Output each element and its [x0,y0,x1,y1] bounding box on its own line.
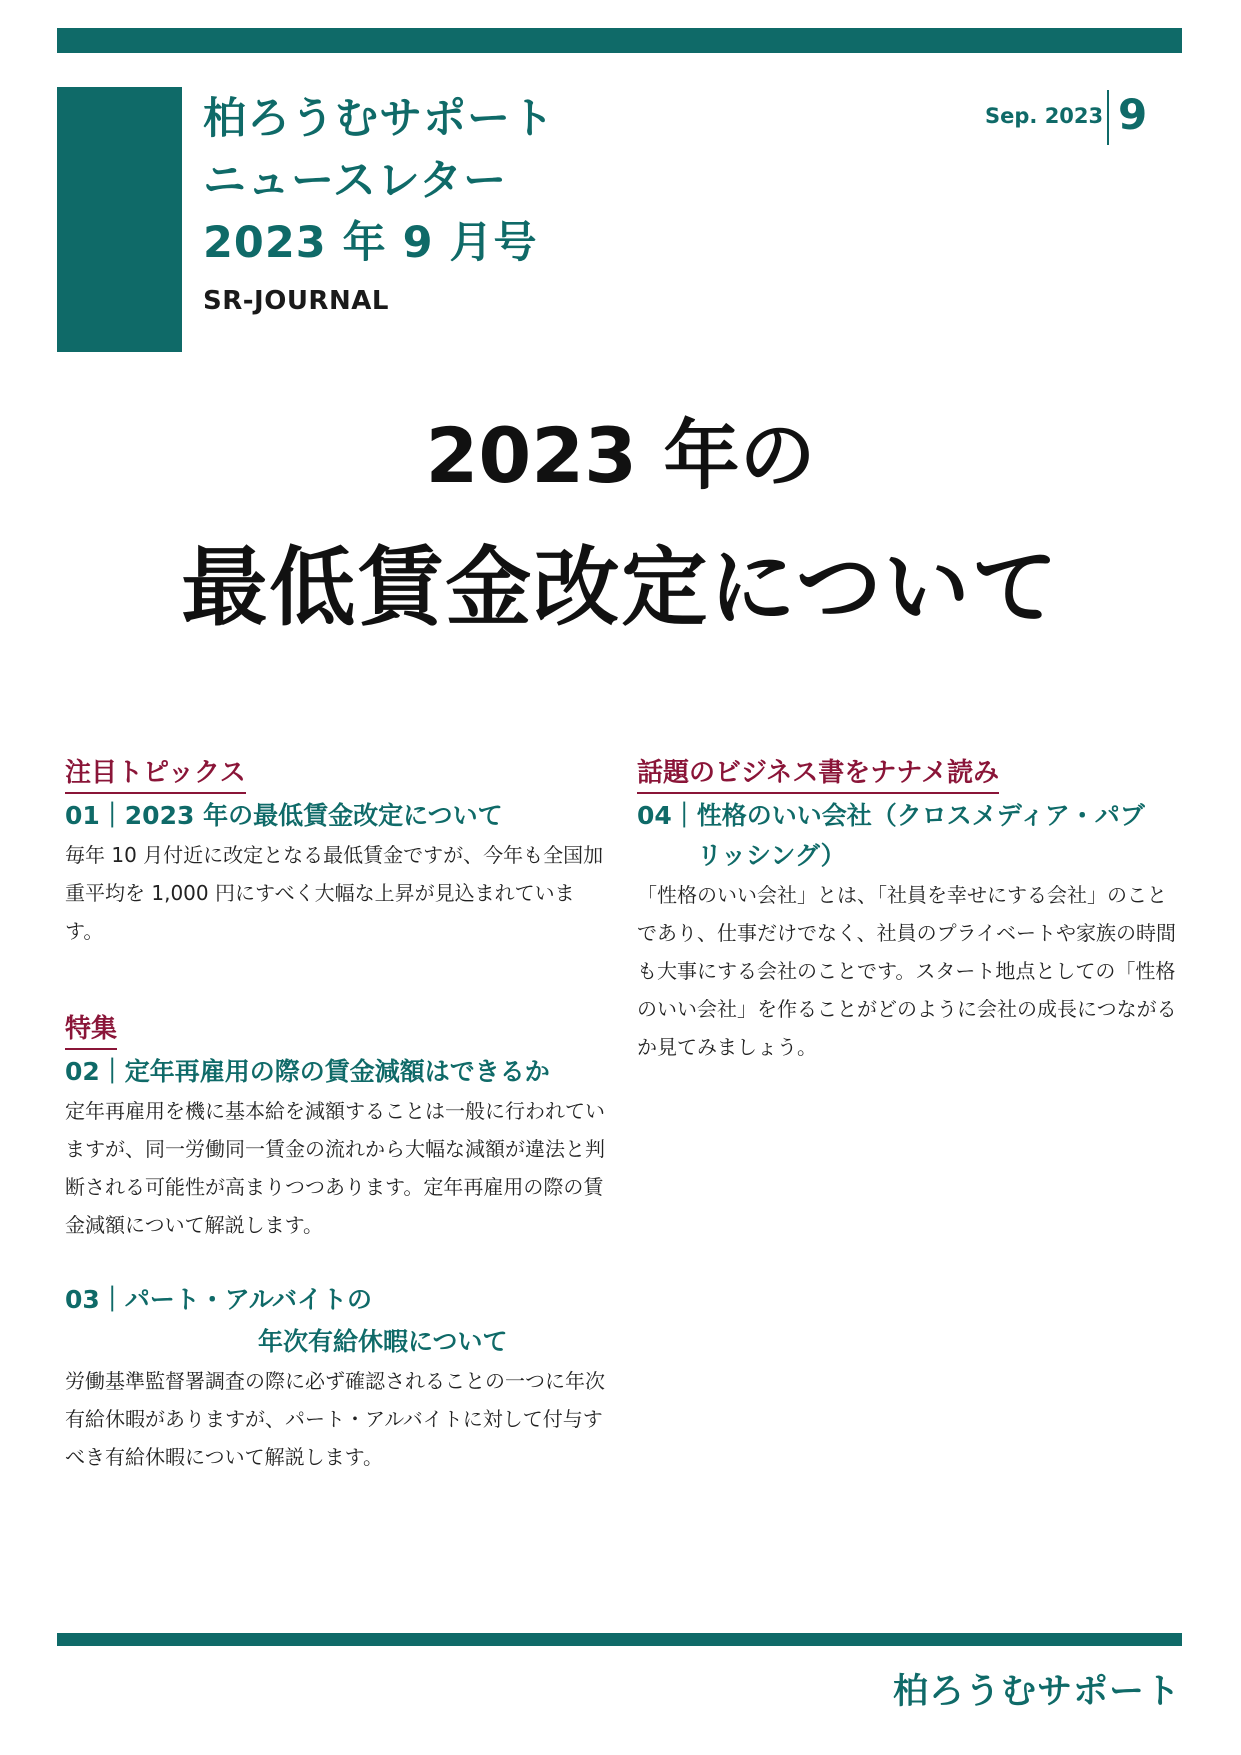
item-02-body: 定年再雇用を機に基本給を減額することは一般に行われていますが、同一労働同一賃金の流れから大幅な減額が違法と判断される可能性が高まりつつあります。定年再雇用の際の賃金減額について解説します。 [65,1099,605,1237]
journal-name: SR-JOURNAL [203,286,389,316]
issue-number: 9 [1118,90,1148,139]
item-04-body: 「性格のいい会社」とは、「社員を幸せにする会社」のことであり、仕事だけでなく、社員のプライベートや家族の時間も大事にする会社のことです。スタート地点としての「性格のいい会社」を作ることがどのように会社の成長につながるか見てみましょう。 [637,883,1177,1059]
section-label-books: 話題のビジネス書をナナメ読み [637,752,999,794]
item-03-title-line-1: 03｜パート・アルバイトの [65,1285,373,1314]
issue-date: Sep. 2023 [985,104,1104,128]
bottom-rule [57,1633,1182,1646]
item-02-title: 02｜定年再雇用の際の賃金減額はできるか [65,1057,550,1086]
section-label-feature: 特集 [65,1008,117,1050]
item-03-body: 労働基準監督署調査の際に必ず確認されることの一つに年次有給休暇がありますが、パート・アルバイトに対して付与すべき有給休暇について解説します。 [65,1369,605,1469]
issue-divider [1107,90,1109,145]
header-accent-block [57,87,182,352]
newsletter-title [203,88,555,274]
item-03-title-line-2: 年次有給休暇について [258,1327,508,1356]
main-title-line-1: 2023 年の [425,411,816,500]
newsletter-title-line: ニュースレター [203,156,508,206]
section-label-topics: 注目トピックス [65,752,246,794]
item-01-body: 毎年 10 月付近に改定となる最低賃金ですが、今年も全国加重平均を 1,000 円にすべく大幅な上昇が見込まれています。 [65,843,604,943]
newsletter-title-line: 2023 年 9 月号 [203,218,538,268]
item-04-title-line-1: 04｜性格のいい会社（クロスメディア・パブ [637,801,1145,830]
newsletter-title-line: 柏ろうむサポート [203,94,555,144]
item-04-title-line-2: リッシング） [697,841,846,870]
footer-organization: 柏ろうむサポート [893,1672,1182,1712]
main-title-line-2: 最低賃金改定について [181,538,1060,638]
top-rule [57,28,1182,53]
item-01-title: 01｜2023 年の最低賃金改定について [65,801,503,830]
